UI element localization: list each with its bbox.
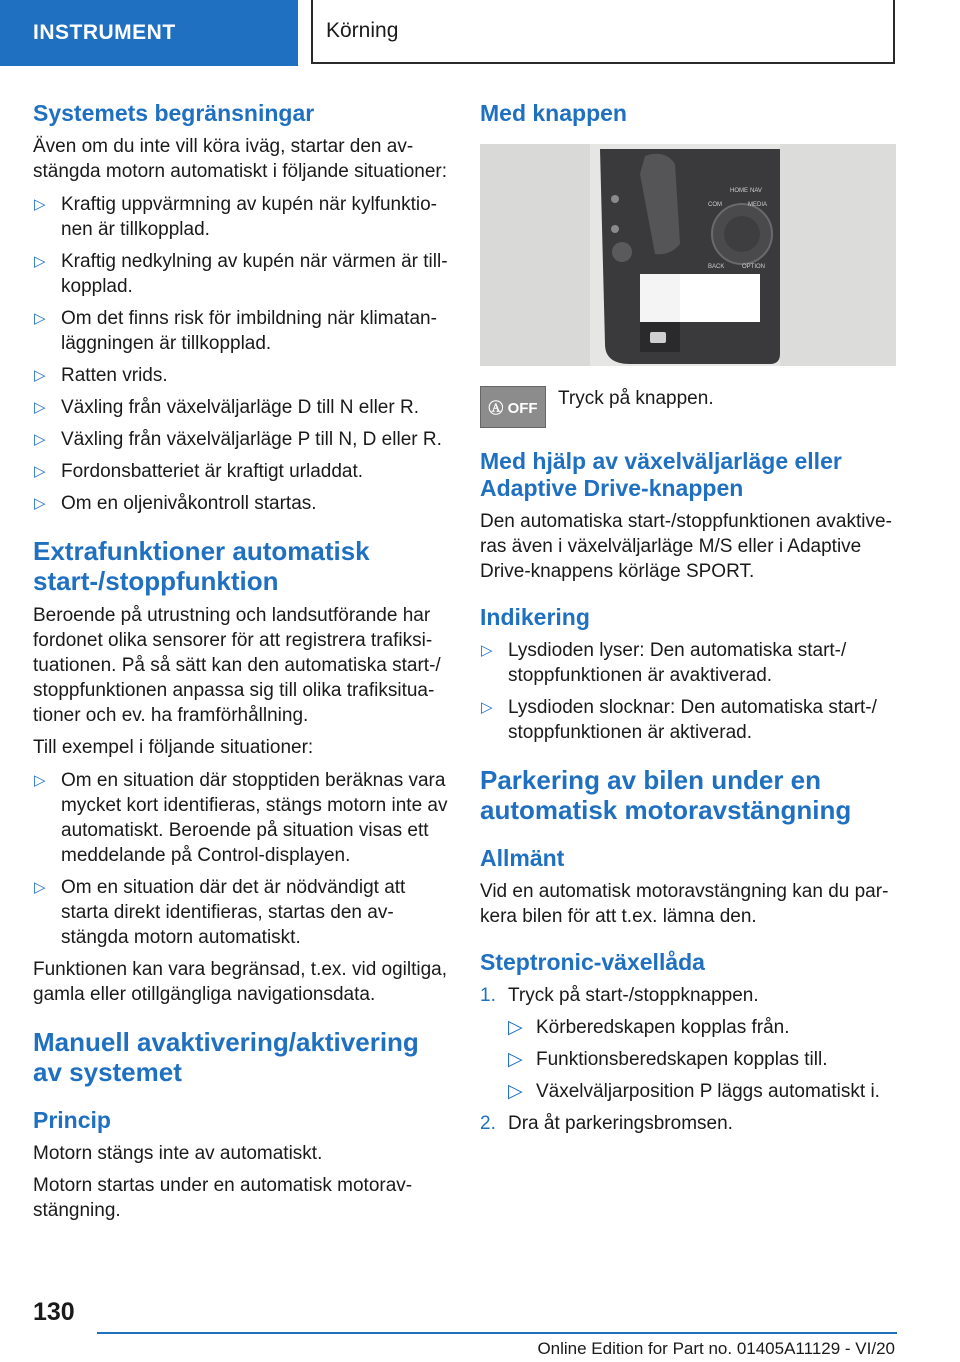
auto-start-stop-off-icon: Ⓐ OFF [480,386,546,428]
back-label: BACK [708,264,725,270]
list-item: ▷ Lysdioden slocknar: Den automatiska start-/ stoppfunktionen är aktiverad. [481,697,877,743]
paragraph-example: Till exempel i följande situationer: [33,737,314,758]
list-item: ▷ Kraftig nedkylning av kupén när värmen är tillkopplad. [34,251,448,297]
triangle-bullet-icon: ▷ [34,196,46,213]
center-console-illustration [480,144,896,366]
paragraph-general: Vid en automatisk motoravstängning kan du parkera bilen för att t.ex. lämna den. [480,881,889,927]
step-item: 2. Dra åt parkeringsbromsen. [480,1113,733,1134]
triangle-bullet-icon: ▷ [34,879,46,896]
list-item: ▷ Funktionsberedskapen kopplas till. [508,1049,828,1070]
list-item: ▷ Om en situation där stopptiden beräknas vara mycket kort identifieras, stängs motorn inte av automatiskt. Beroende på situation visas ett meddelande på Control-displayen. [34,770,448,866]
triangle-bullet-icon: ▷ [481,642,493,659]
com-label: COM [708,202,722,208]
triangle-bullet-icon: ▷ [508,1017,523,1038]
gear-selector-photo [480,144,896,366]
list-item: ▷ Om en oljenivåkontroll startas. [34,493,317,514]
page-number: 130 [33,1298,75,1326]
step-sub-list [508,1015,896,1104]
paragraph-press-button: Tryck på knappen. [558,388,714,409]
heading-principle: Princip [33,1107,111,1133]
list-item: ▷ Kraftig uppvärmning av kupén när kylfunktionen är tillkopplad. [34,194,437,240]
triangle-bullet-icon: ▷ [34,310,46,327]
triangle-bullet-icon: ▷ [34,399,46,416]
triangle-bullet-icon: ▷ [508,1081,523,1102]
triangle-bullet-icon: ▷ [34,463,46,480]
left-column [33,100,449,1223]
button-instruction [480,386,896,428]
list-item: ▷ Lysdioden lyser: Den automatiska start-/ stoppfunktionen är avaktiverad. [481,640,847,686]
list-item: ▷ Om en situation där det är nödvändigt att starta direkt identifieras, startas den avstängda motorn automatiskt. [34,877,406,948]
list-item: ▷ Växling från växelväljarläge D till N eller R. [34,397,419,418]
paragraph-principle-1: Motorn stängs inte av automatiskt. [33,1143,323,1164]
step-item: 1. Tryck på start-/stoppknappen. ▷ Körberedskapen kopplas från. ▷ Funktionsberedskapen kopplas till. ▷ Växelväljarposition P läggs automatiskt i. [480,983,896,1104]
heading-manual: Manuell avaktivering/aktivering av systemet [33,1027,419,1087]
triangle-bullet-icon: ▷ [508,1049,523,1070]
nav-label: NAV [750,188,762,194]
heading-parking: Parkering av bilen under en automatisk motoravstängning [480,765,852,825]
heading-selector: Med hjälp av växelväljarläge eller Adaptive Drive-knappen [480,448,842,501]
indication-list [480,638,896,745]
list-item: ▷ Växling från växelväljarläge P till N, D eller R. [34,429,442,450]
step-number: 1. [480,985,496,1006]
extra-list [33,768,449,950]
heading-indication: Indikering [480,604,590,630]
list-item: ▷ Om det finns risk för imbildning när klimatanläggningen är tillkopplad. [34,308,437,354]
list-item: ▷ Ratten vrids. [34,365,168,386]
list-item: ▷ Fordonsbatteriet är kraftigt urladdat. [34,461,364,482]
triangle-bullet-icon: ▷ [34,772,46,789]
home-label: HOME [730,188,748,194]
heading-extra-functions: Extrafunktioner automatisk start-/stoppfunktion [33,536,370,596]
heading-general: Allmänt [480,845,565,871]
list-item: ▷ Växelväljarposition P läggs automatiskt i. [508,1081,880,1102]
topic-tab: Körning [311,0,895,64]
option-label: OPTION [742,264,766,270]
paragraph-selector: Den automatiska start-/stoppfunktionen avaktiveras även i växelväljarläge M/S eller i Adaptive Drive-knappens körläge SPORT. [480,511,892,582]
right-column [480,100,896,1136]
heading-with-button: Med knappen [480,100,627,126]
paragraph-principle-2: Motorn startas under en automatisk motoravstängning. [33,1175,413,1221]
section-tab: INSTRUMENT [0,0,298,66]
media-label: MEDIA [748,202,768,208]
paragraph-extra: Beroende på utrustning och landsutförande har fordonet olika sensorer för att registrera trafiksituationen. På så sätt kan den automatiska start-/ stoppfunktionen anpassa sig till olika trafiksituationer och ev. ha framförhållning. [33,605,441,726]
limits-list [33,192,449,516]
triangle-bullet-icon: ▷ [34,253,46,270]
footer-divider [97,1332,897,1334]
heading-limits: Systemets begränsningar [33,100,315,126]
step-number: 2. [480,1113,496,1134]
heading-steptronic: Steptronic-växellåda [480,949,705,975]
triangle-bullet-icon: ▷ [34,431,46,448]
steptronic-steps [480,983,896,1136]
triangle-bullet-icon: ▷ [481,699,493,716]
paragraph-limits: Även om du inte vill köra iväg, startar den avstängda motorn automatiskt i följande situationer: [33,136,448,182]
paragraph-limited: Funktionen kan vara begränsad, t.ex. vid ogiltiga, gamla eller otillgängliga navigationsdata. [33,959,448,1005]
triangle-bullet-icon: ▷ [34,495,46,512]
footer-edition: Online Edition for Part no. 01405A11129 - VI/20 [537,1339,895,1358]
triangle-bullet-icon: ▷ [34,367,46,384]
list-item: ▷ Körberedskapen kopplas från. [508,1017,790,1038]
